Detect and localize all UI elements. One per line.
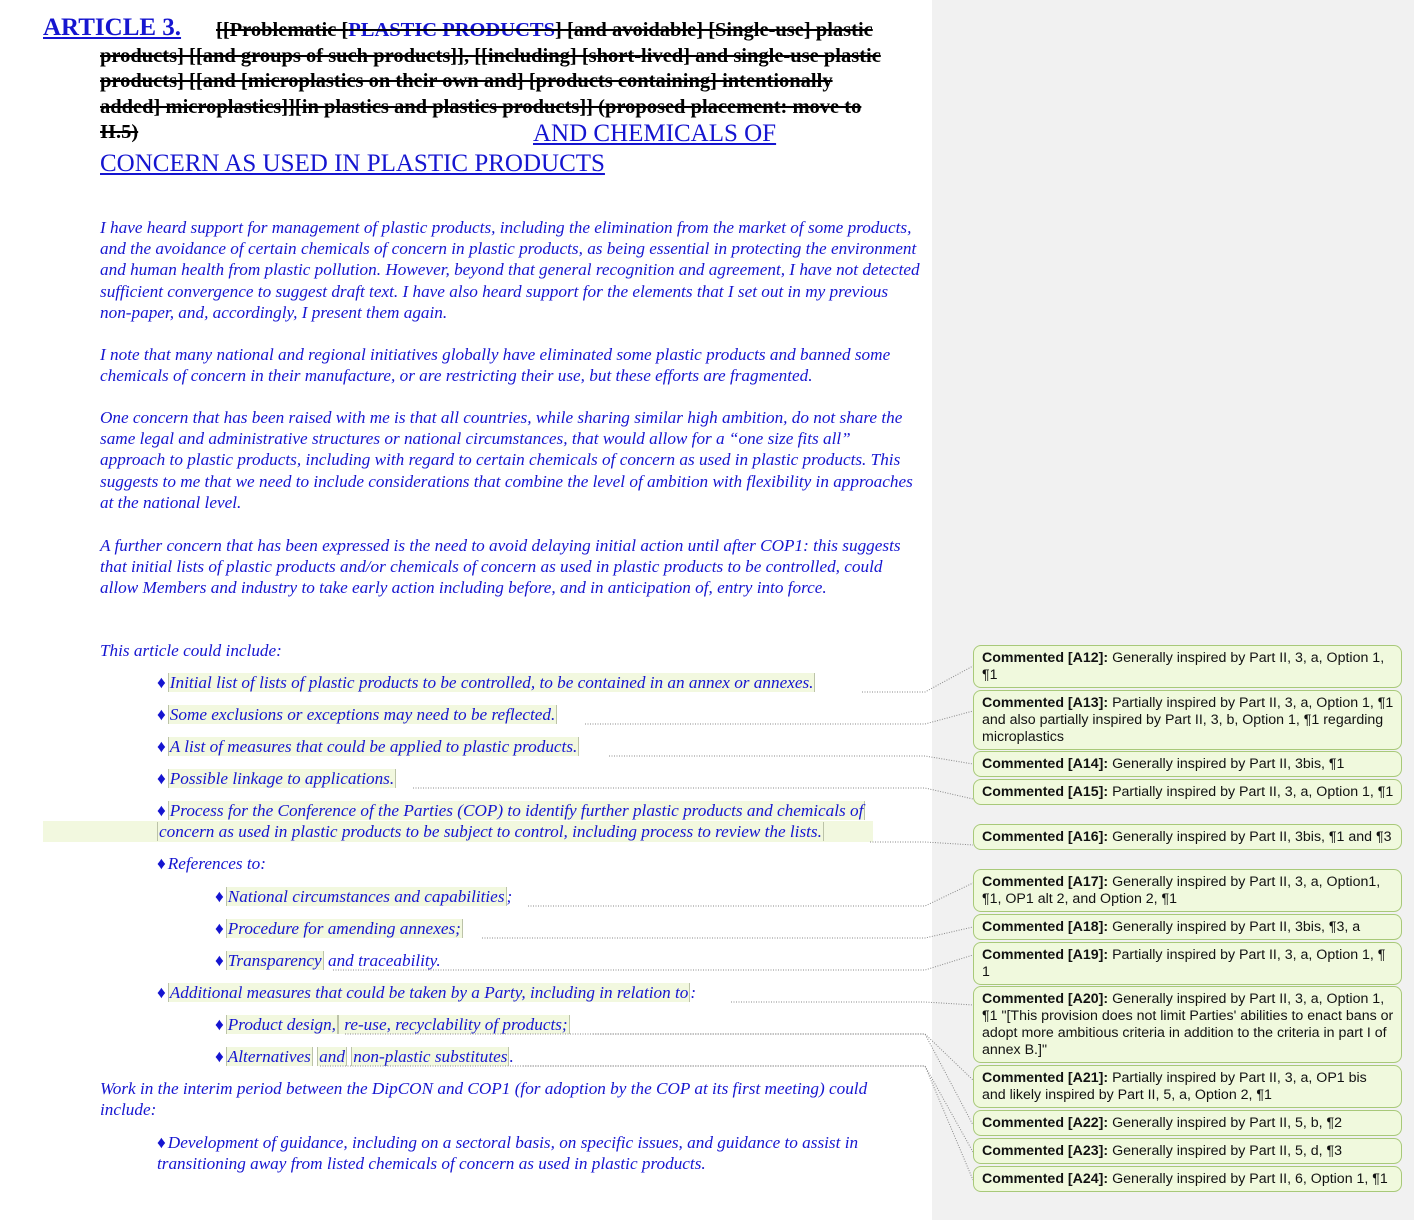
list-item [157,704,557,725]
comment-a21[interactable] [973,1065,1402,1108]
comment-id: Commented [A16]: [982,829,1109,845]
comment-text: Generally inspired by Part II, 3bis, ¶3, a [1108,919,1361,935]
paragraph-4: A further concern that has been expressed is the need to avoid delaying initial action until after COP1: this suggests that initial lists of plastic products and/or chemicals of concern as used in plastic products to be controlled, could allow Members and industry to take early action including before, and in anticipation of, entry into force. [100,536,901,598]
diamond-bullet-icon: ♦ [215,887,224,906]
paragraph-2: I note that many national and regional initiatives globally have eliminated some plastic products and banned some chemicals of concern in their manufacture, or are restricting their use, but these efforts are fragmented. [100,345,891,386]
list-item [157,672,815,693]
diamond-bullet-icon: ♦ [215,1015,224,1034]
comment-id: Commented [A21]: [982,1070,1109,1086]
list-item [157,1132,858,1153]
list-item [157,736,579,757]
comment-text: Generally inspired by Part II, 5, d, ¶3 [1108,1143,1343,1159]
diamond-bullet-icon: ♦ [157,983,166,1002]
comment-text: Generally inspired by Part II, 3bis, ¶1 and ¶3 [1108,829,1392,845]
comment-text: Partially inspired by Part II, 3, a, Option 1, ¶1 and also partially inspired by Part II, 3, b, Option 1, ¶1 regarding microplastics [982,695,1394,745]
diamond-bullet-icon: ♦ [157,705,166,724]
diamond-bullet-icon: ♦ [215,951,224,970]
comment-a22[interactable] [973,1110,1402,1136]
commented-text-a18[interactable]: Procedure for amending annexes; [227,919,461,938]
comment-a14[interactable] [973,751,1402,777]
list-item-continued [157,821,824,842]
comment-id: Commented [A17]: [982,874,1109,890]
diamond-bullet-icon: ♦ [215,1047,224,1066]
comment-a16[interactable] [973,824,1402,850]
commented-text-and[interactable]: and [319,1047,345,1066]
comment-id: Commented [A12]: [982,650,1109,666]
diamond-bullet-icon: ♦ [157,1133,166,1152]
commented-text-a14[interactable]: A list of measures that could be applied to plastic products. [169,737,578,756]
paragraph-3: One concern that has been raised with me is that all countries, while sharing similar high ambition, do not share the same legal and administrative structures or national circumstances, that would allow for a “one size fits all” approach to plastic products, including with regard to certain chemicals of concern as used in plastic products. This suggests to me that we need to include considerations that combine the level of ambition with flexibility in approaches at the national level. [100,408,913,512]
commented-text-a16-cont[interactable]: concern as used in plastic products to be subject to control, including process to review the lists. [159,822,822,841]
comment-id: Commented [A18]: [982,919,1109,935]
list-item [157,853,266,874]
comment-text: Generally inspired by Part II, 3, a, Option 1, ¶1 [982,650,1385,683]
inserted-title-text: AND CHEMICALS OF CONCERN AS USED IN PLASTIC PRODUCTS [100,120,777,177]
commented-text-a21[interactable]: Product design, [227,1015,336,1034]
guidance-text-cont: transitioning away from listed chemicals of concern as used in plastic products. [157,1154,706,1173]
diamond-bullet-icon: ♦ [157,769,166,788]
list-item [157,982,696,1003]
punctuation: ; [506,887,513,906]
paragraph-1: I have heard support for management of plastic products, including the elimination from the market of some products, and the avoidance of certain chemicals of concern in plastic products, as being essential in protecting the environment and human health from plastic pollution. However, beyond that general recognition and agreement, I have not detected sufficient convergence to suggest draft text. I have also heard support for the elements that I set out in my previous non-paper, and, accordingly, I present them again. [100,218,920,322]
comment-a23[interactable] [973,1138,1402,1164]
comment-text: Generally inspired by Part II, 3, a, Option 1, ¶1 "[This provision does not limit Parties' abilities to enact bans or adopt more ambitious criteria in addition to the criteria in part I of annex B.]" [982,991,1394,1058]
diamond-bullet-icon: ♦ [157,737,166,756]
article-label: ARTICLE 3. [43,14,182,41]
comment-a12[interactable] [973,645,1402,688]
commented-text-a13[interactable]: Some exclusions or exceptions may need to be reflected. [169,705,556,724]
comment-text: Generally inspired by Part II, 6, Option 1, ¶1 [1108,1171,1388,1187]
comment-text: Generally inspired by Part II, 5, b, ¶2 [1108,1115,1343,1131]
comment-a15[interactable] [973,779,1402,805]
comment-id: Commented [A22]: [982,1115,1109,1131]
comment-a24[interactable] [973,1166,1402,1192]
comment-a19[interactable] [973,942,1402,985]
comment-text: Partially inspired by Part II, 3, a, OP1 bis and likely inspired by Part II, 5, a, Option 2, ¶1 [982,1070,1367,1103]
commented-text-a24[interactable]: non-plastic substitutes [353,1047,508,1066]
diamond-bullet-icon: ♦ [157,673,166,692]
paragraph-5: This article could include: [100,641,282,660]
comment-id: Commented [A20]: [982,991,1109,1007]
comment-id: Commented [A14]: [982,756,1109,772]
punctuation: . [509,1047,514,1066]
paragraph-6: Work in the interim period between the DipCON and COP1 (for adoption by the COP at its first meeting) could include: [100,1079,868,1120]
sub-list-item [215,918,463,939]
comment-text: Generally inspired by Part II, 3bis, ¶1 [1108,756,1345,772]
sub-list-item [215,886,512,907]
references-label: References to: [167,854,266,873]
traceability-text: and traceability. [323,951,441,970]
comment-a18[interactable] [973,914,1402,940]
punctuation: : [690,983,697,1002]
comment-a20[interactable] [973,986,1402,1063]
deleted-title-post: ] [and avoidable] [Single-use] plastic products] [[and groups of such products]], [[including] [short-lived] and single-use plastic products] [[and [microplastics on their own and] [products containing] intentionally added] microplastics]][in plastics and plastics products]] (proposed placement: move to II.5) [100,19,881,143]
guidance-text: Development of guidance, including on a sectoral basis, on specific issues, and guidance to assist in [167,1133,859,1152]
inserted-plastic-products: PLASTIC PRODUCTS [348,19,555,41]
commented-text-a20[interactable]: Additional measures that could be taken by a Party, including in relation to [169,983,689,1002]
comment-id: Commented [A15]: [982,784,1109,800]
commented-text-a22[interactable]: re-use, recyclability of products; [339,1015,568,1034]
commented-text-a15[interactable]: Possible linkage to applications. [169,769,395,788]
comment-text: Partially inspired by Part II, 3, a, Option 1, ¶ 1 [982,947,1386,980]
comment-text: Partially inspired by Part II, 3, a, Option 1, ¶1 [1108,784,1394,800]
diamond-bullet-icon: ♦ [157,854,166,873]
list-item-continued [157,1153,706,1174]
sub-list-item [215,1014,570,1035]
sub-list-item [215,950,441,971]
commented-text-a17[interactable]: National circumstances and capabilities [227,887,505,906]
comment-a13[interactable] [973,690,1402,750]
comment-id: Commented [A19]: [982,947,1109,963]
list-item [157,800,865,821]
commented-text-a16[interactable]: Process for the Conference of the Parties (COP) to identify further plastic products and chemicals of [169,801,864,820]
deleted-title-pre: [[Problematic [ [216,19,349,41]
commented-text-a23[interactable]: Alternatives [227,1047,311,1066]
comment-text: Generally inspired by Part II, 3, a, Option1, ¶1, OP1 alt 2, and Option 2, ¶1 [982,874,1381,907]
diamond-bullet-icon: ♦ [215,919,224,938]
comment-id: Commented [A13]: [982,695,1109,711]
list-item [157,768,396,789]
commented-text-a19[interactable]: Transparency [227,951,322,970]
comment-a17[interactable] [973,869,1402,912]
sub-list-item [215,1046,514,1067]
diamond-bullet-icon: ♦ [157,801,166,820]
comment-id: Commented [A23]: [982,1143,1109,1159]
commented-text-a12[interactable]: Initial list of lists of plastic products to be controlled, to be contained in an annex or annexes. [169,673,814,692]
comment-id: Commented [A24]: [982,1171,1109,1187]
